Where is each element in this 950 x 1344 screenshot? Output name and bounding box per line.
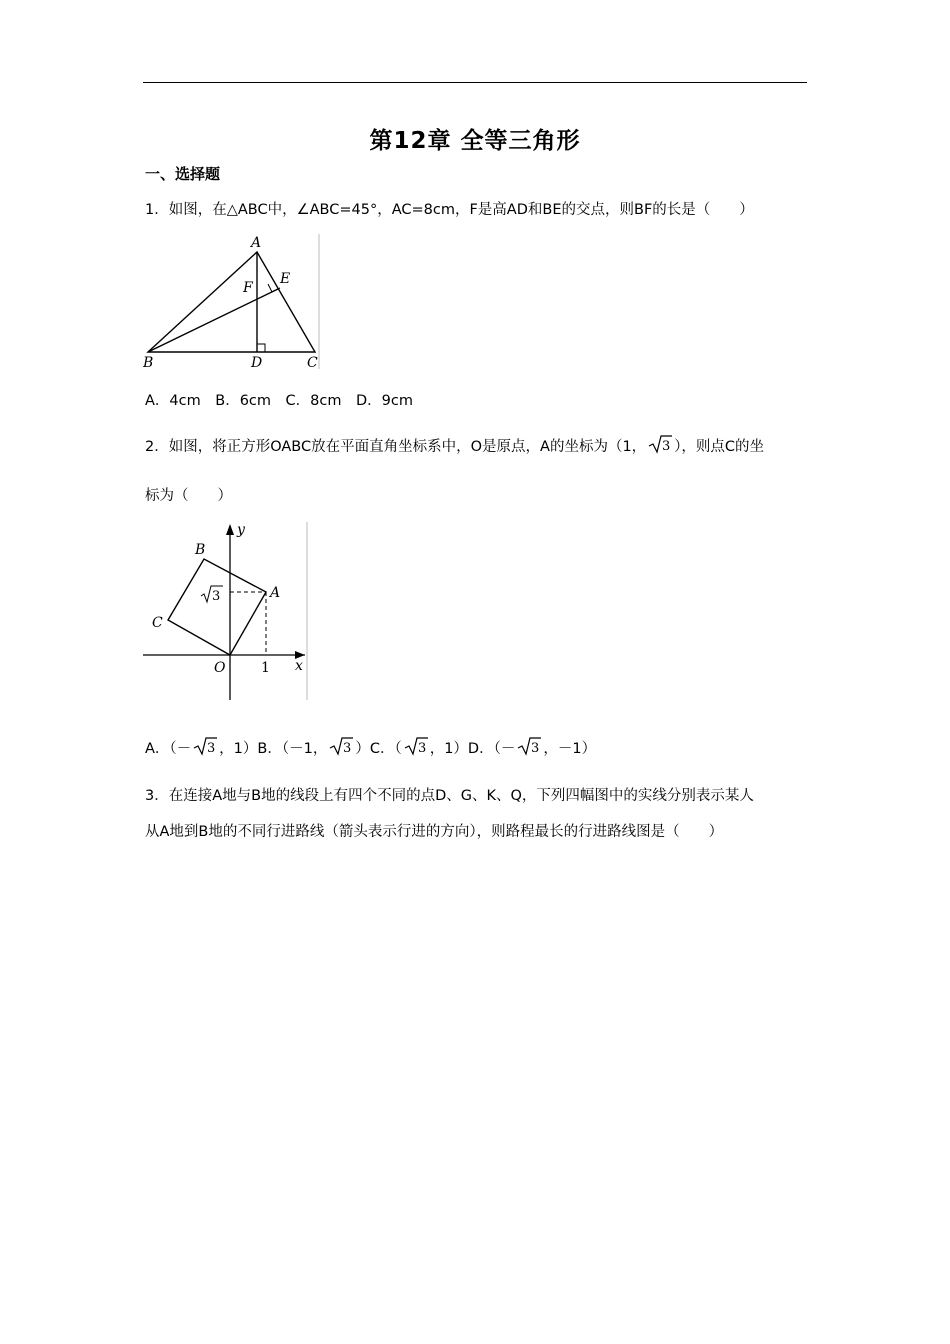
label-E: E bbox=[280, 271, 291, 287]
question-2-stem: 2．如图，将正方形OABC放在平面直角坐标系中，O是原点，A的坐标为（1， 3 ），则点C的坐 bbox=[145, 434, 764, 458]
label-one: 1 bbox=[261, 660, 270, 676]
page-title: 第12章 全等三角形 bbox=[369, 128, 581, 154]
label-root3: 3 bbox=[212, 589, 221, 604]
svg-text:3: 3 bbox=[343, 741, 352, 756]
sqrt-3-icon bbox=[192, 736, 218, 760]
sqrt-3-icon bbox=[647, 434, 673, 458]
question-2-stem-line-2: 标为（ ） bbox=[145, 488, 232, 504]
question-3-stem: 3．在连接A地与B地的线段上有四个不同的点D、G、K、Q，下列四幅图中的实线分别表示某人 bbox=[145, 788, 754, 804]
label-B: B bbox=[195, 542, 206, 558]
question-1-options: A．4cm B．6cm C．8cm D．9cm bbox=[145, 393, 413, 409]
question-1-stem: 1．如图，在△ABC中，∠ABC=45°，AC=8cm，F是高AD和BE的交点，则BF的长是（ ） bbox=[145, 202, 754, 218]
label-x: x bbox=[295, 658, 303, 674]
section-heading: 一、选择题 bbox=[145, 165, 221, 183]
question-2-options: A．（－ 3 ，1）B．（－1， 3 ）C．（ 3 ，1）D．（－ 3 ，－1） bbox=[145, 736, 596, 760]
label-O: O bbox=[214, 660, 226, 676]
label-F: F bbox=[243, 280, 253, 296]
sqrt-3-icon bbox=[516, 736, 542, 760]
label-C: C bbox=[152, 615, 163, 631]
header-rule bbox=[143, 82, 807, 83]
sqrt-3-icon bbox=[328, 736, 354, 760]
svg-text:3: 3 bbox=[417, 741, 426, 756]
label-A: A bbox=[251, 235, 262, 251]
svg-text:3: 3 bbox=[662, 439, 671, 454]
label-y: y bbox=[237, 522, 245, 538]
svg-text:3: 3 bbox=[531, 741, 540, 756]
label-D: D bbox=[251, 355, 263, 371]
svg-text:3: 3 bbox=[207, 741, 216, 756]
label-C: C bbox=[307, 355, 318, 371]
label-B: B bbox=[143, 355, 154, 371]
question-1-figure bbox=[143, 234, 323, 378]
question-3-stem-line-2: 从A地到B地的不同行进路线（箭头表示行进的方向），则路程最长的行进路线图是（ ） bbox=[145, 824, 724, 840]
question-2-figure bbox=[143, 522, 313, 706]
sqrt-3-icon bbox=[403, 736, 429, 760]
label-A: A bbox=[270, 585, 281, 601]
